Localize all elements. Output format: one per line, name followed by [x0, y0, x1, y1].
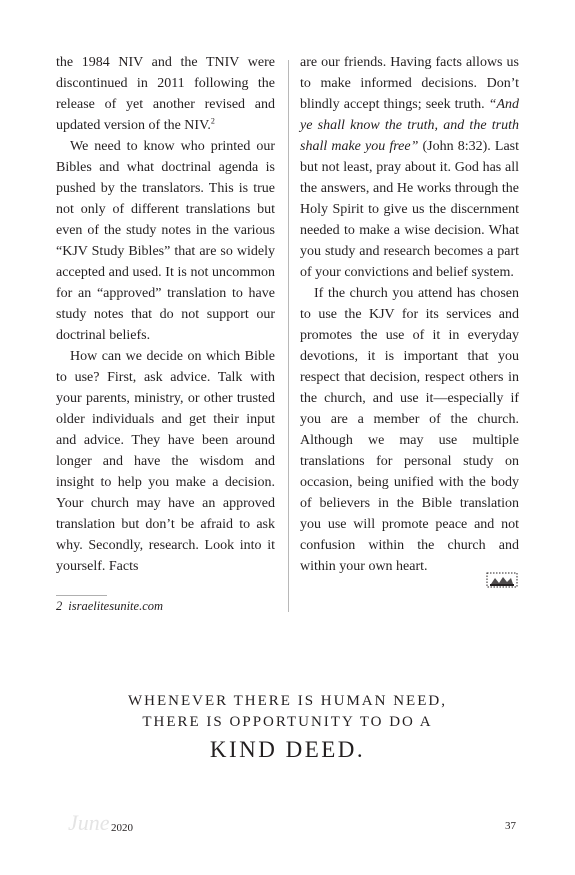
paragraph-text: are our friends. Having facts allows us to make informed decisions. Don’t blindly accept things; seek truth.	[300, 55, 519, 112]
paragraph	[300, 52, 519, 283]
footnote	[56, 599, 163, 614]
footnote-number: 2	[56, 599, 63, 613]
pull-quote-line-1: WHENEVER THERE IS HUMAN NEED,	[128, 693, 447, 709]
paragraph: If the church you attend has chosen to use the KJV for its services and promotes the use of it in everyday devotions, it is important that you respect that decision, respect others in the church, and use it—especially if you are a member of the church. Although we may use multiple translations for personal study on occasion, being unified with the body of believers in the Bible translation you use will promote peace and not confusion within the church and within your own heart.	[300, 286, 519, 574]
pull-quote-line-2: THERE IS OPPORTUNITY TO DO A	[142, 714, 433, 730]
paragraph: We need to know who printed our Bibles and what doctrinal agenda is pushed by the translators. This is true not only of different translations but even of the study notes in the various “KJV Study Bibles” that are so widely accepted and used. It is not uncommon for an “approved” translation to have study notes that do not support our doctrinal beliefs.	[56, 139, 275, 343]
paragraph-text: the 1984 NIV and the TNIV were discontinued in 2011 following the release of yet another revised and updated version of the NIV.	[56, 55, 275, 133]
page-number: 37	[505, 820, 516, 832]
column-divider	[288, 60, 289, 612]
footnote-ref: 2	[210, 116, 215, 126]
paragraph-text: (John 8:32). Last but not least, pray about it. God has all the answers, and He works through the Holy Spirit to give us the discernment needed to make a wise decision. What you study and research becomes a part of your convictions and belief system.	[300, 139, 520, 280]
footnote-rule	[56, 595, 107, 596]
pull-quote-line-3: KIND DEED.	[209, 737, 366, 762]
end-of-article-mark-icon	[486, 572, 518, 588]
footer-month: June	[68, 810, 110, 835]
footer-year: 2020	[111, 822, 133, 834]
footnote-text: israelitesunite.com	[68, 599, 164, 613]
left-column	[56, 52, 275, 577]
paragraph	[56, 52, 275, 136]
right-column	[300, 52, 519, 577]
paragraph: How can we decide on which Bible to use? First, ask advice. Talk with your parents, ministry, or other trusted older individuals and get their input and advice. They have been around longer and have the wisdom and insight to help you make a decision. Your church may have an approved translation but don’t be afraid to ask why. Secondly, research. Look into it yourself. Facts	[56, 349, 275, 574]
scripture-quote: “And ye shall know the truth, and the truth shall make you free”	[300, 97, 519, 154]
